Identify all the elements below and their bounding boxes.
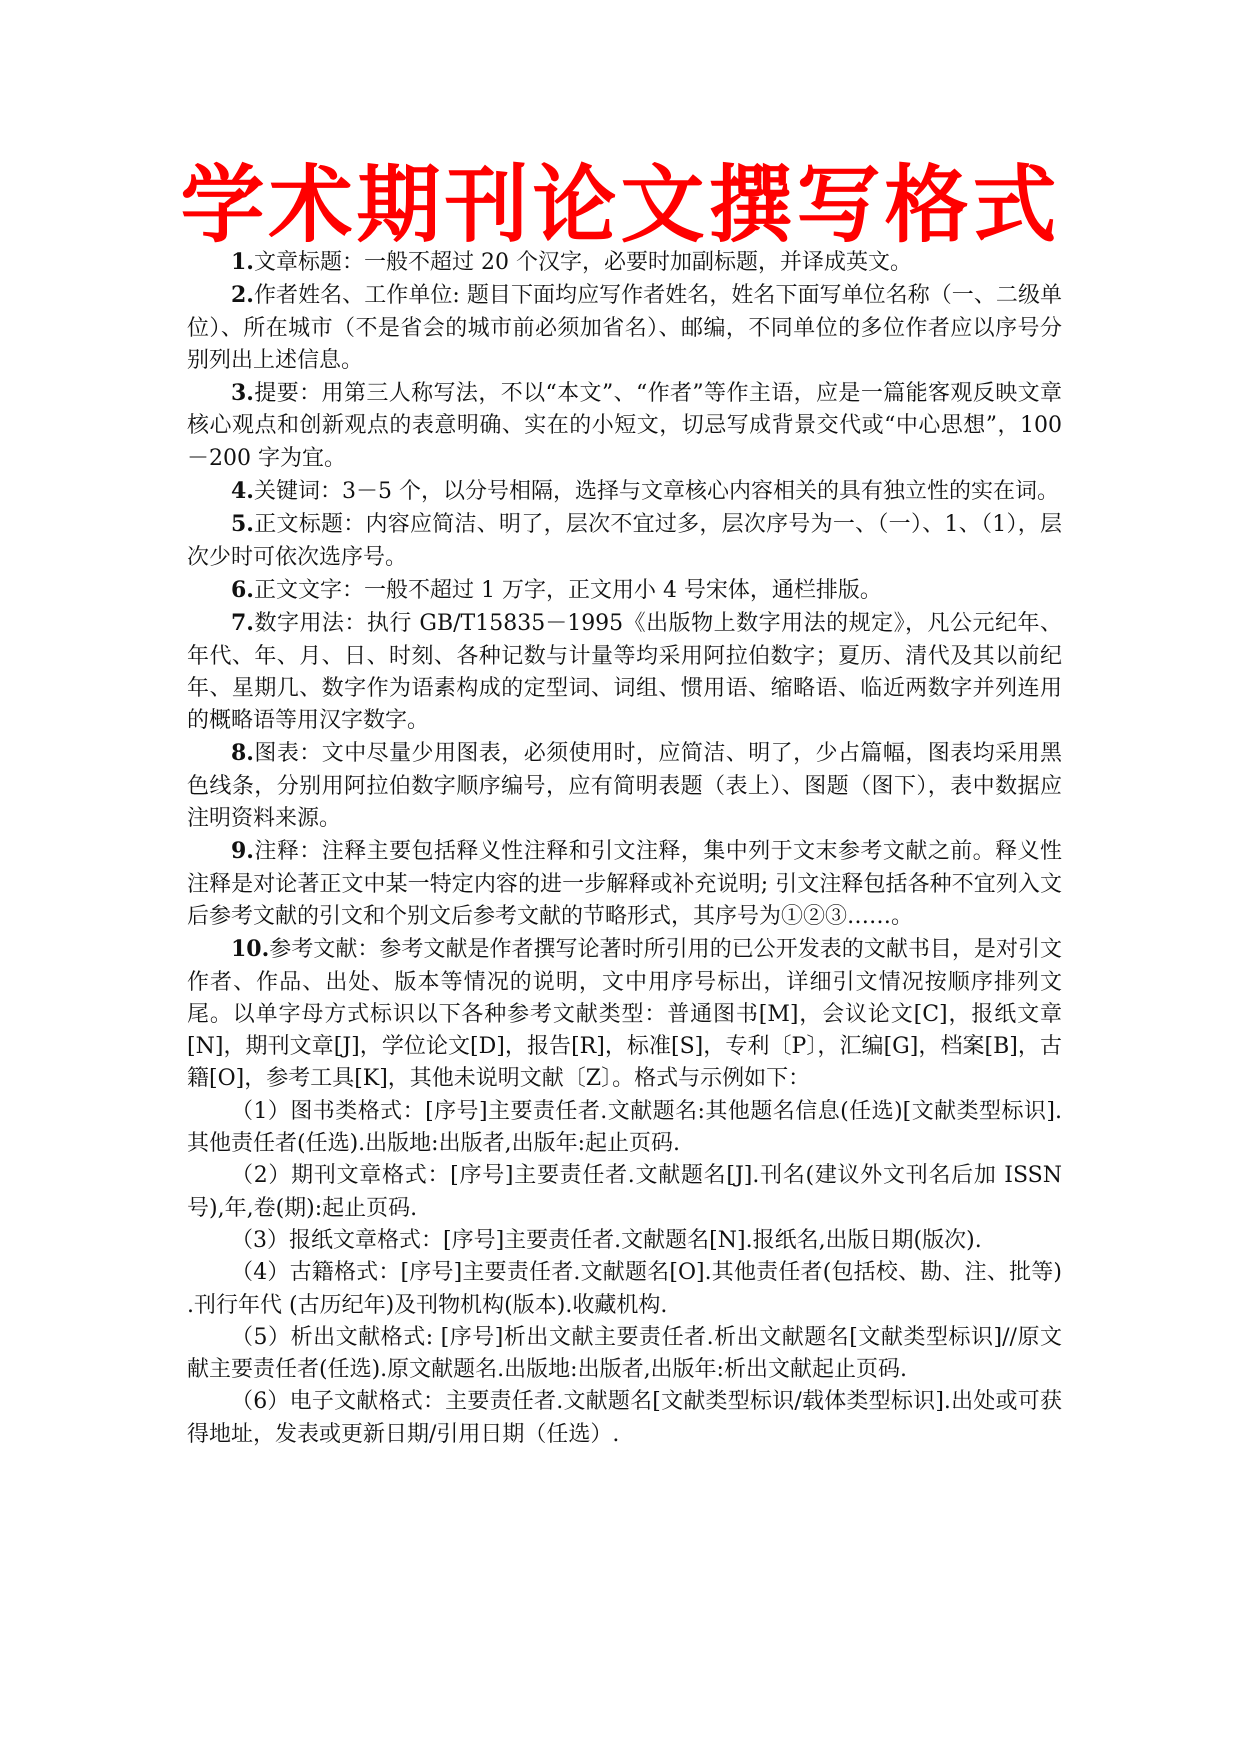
section-text: 关键词：3－5 个，以分号相隔，选择与文章核心内容相关的具有独立性的实在词。 <box>253 479 1059 505</box>
section-text: 作者姓名、工作单位: 题目下面均应写作者姓名，姓名下面写单位名称（一、二级单位）、所在城市（不是省会的城市前必须加省名）、邮编，不同单位的多位作者应以序号分别列出上述信息。 <box>187 283 1062 373</box>
document-title: 学术期刊论文撰写格式 <box>180 155 1061 254</box>
format-newspaper: （3）报纸文章格式：[序号]主要责任者.文献题名[N].报纸名,出版日期(版次). <box>231 1227 982 1253</box>
section-5 <box>187 508 1062 574</box>
section-9 <box>187 835 1062 933</box>
section-text: 文章标题：一般不超过 20 个汉字，必要时加副标题，并译成英文。 <box>253 250 912 275</box>
section-number: 7. <box>231 610 254 637</box>
section-number: 6. <box>231 576 254 603</box>
section-4 <box>187 475 1062 508</box>
document-body <box>187 246 1062 1451</box>
section-number: 4. <box>231 478 254 505</box>
format-book: （1）图书类格式：[序号]主要责任者.文献题名:其他题名信息(任选)[文献类型标识].其他责任者(任选).出版地:出版者,出版年:起止页码. <box>187 1098 1062 1157</box>
section-8 <box>187 737 1062 835</box>
section-number: 9. <box>231 838 254 865</box>
format-analytic: （5）析出文献格式: [序号]析出文献主要责任者.析出文献题名[文献类型标识]//原文献主要责任者(任选).原文献题名.出版地:出版者,出版年:析出文献起止页码. <box>187 1324 1062 1383</box>
section-number: 3. <box>231 380 254 407</box>
section-number: 5. <box>231 511 254 538</box>
section-text: 参考文献：参考文献是作者撰写论著时所引用的已公开发表的文献书目，是对引文作者、作品、出处、版本等情况的说明，文中用序号标出，详细引文情况按顺序排列文尾。以单字母方式标识以下各种参考文献类型：普通图书[M]，会议论文[C]，报纸文章[N]，期刊文章[J]，学位论文[D]，报告[R]，标准[S]，专利〔P〕，汇编[G]，档案[B]，古籍[O]，参考工具[K]，其他未说明文献〔Z〕。格式与示例如下： <box>187 937 1062 1092</box>
section-7 <box>187 607 1062 737</box>
section-10 <box>187 933 1062 1095</box>
section-text: 正文文字：一般不超过 1 万字，正文用小 4 号宋体，通栏排版。 <box>253 577 882 603</box>
format-journal: （2）期刊文章格式：[序号]主要责任者.文献题名[J].刊名(建议外文刊名后加 ISSN 号),年,卷(期):起止页码. <box>187 1163 1062 1221</box>
section-text: 图表：文中尽量少用图表，必须使用时，应简洁、明了，少占篇幅，图表均采用黑色线条，分别用阿拉伯数字顺序编号，应有简明表题（表上）、图题（图下），表中数据应注明资料来源。 <box>187 741 1062 832</box>
section-text: 数字用法：执行 GB/T15835－1995《出版物上数字用法的规定》，凡公元纪年、年代、年、月、日、时刻、各种记数与计量等均采用阿拉伯数字；夏历、清代及其以前纪年、星期几、数字作为语素构成的定型词、词组、惯用语、缩略语、临近两数字并列连用的概略语等用汉字数字。 <box>187 611 1062 734</box>
section-6 <box>187 574 1062 607</box>
section-text: 提要：用第三人称写法，不以“本文”、“作者”等作主语，应是一篇能客观反映文章核心观点和创新观点的表意明确、实在的小短文，切忌写成背景交代或“中心思想”，100－200 字为宜。 <box>187 381 1062 471</box>
section-number: 1. <box>231 249 254 275</box>
section-3 <box>187 377 1062 475</box>
section-number: 10. <box>231 936 270 963</box>
section-text: 正文标题：内容应简洁、明了，层次不宜过多，层次序号为一、（一）、1、（1），层次少时可依次选序号。 <box>187 512 1062 570</box>
section-number: 2. <box>231 282 254 309</box>
section-1 <box>187 246 1062 279</box>
format-electronic: （6）电子文献格式：主要责任者.文献题名[文献类型标识/载体类型标识].出处或可获得地址，发表或更新日期/引用日期（任选）. <box>187 1389 1062 1447</box>
section-text: 注释：注释主要包括释义性注释和引文注释，集中列于文末参考文献之前。释义性注释是对论著正文中某一特定内容的进一步解释或补充说明; 引文注释包括各种不宜列入文后参考文献的引文和个别文后参考文献的节略形式，其序号为①②③……。 <box>187 839 1062 929</box>
format-ancient-book: （4）古籍格式：[序号]主要责任者.文献题名[O].其他责任者(包括校、勘、注、批等) .刊行年代 (古历纪年)及刊物机构(版本).收藏机构. <box>187 1260 1062 1318</box>
section-number: 8. <box>231 740 254 767</box>
section-2 <box>187 279 1062 377</box>
